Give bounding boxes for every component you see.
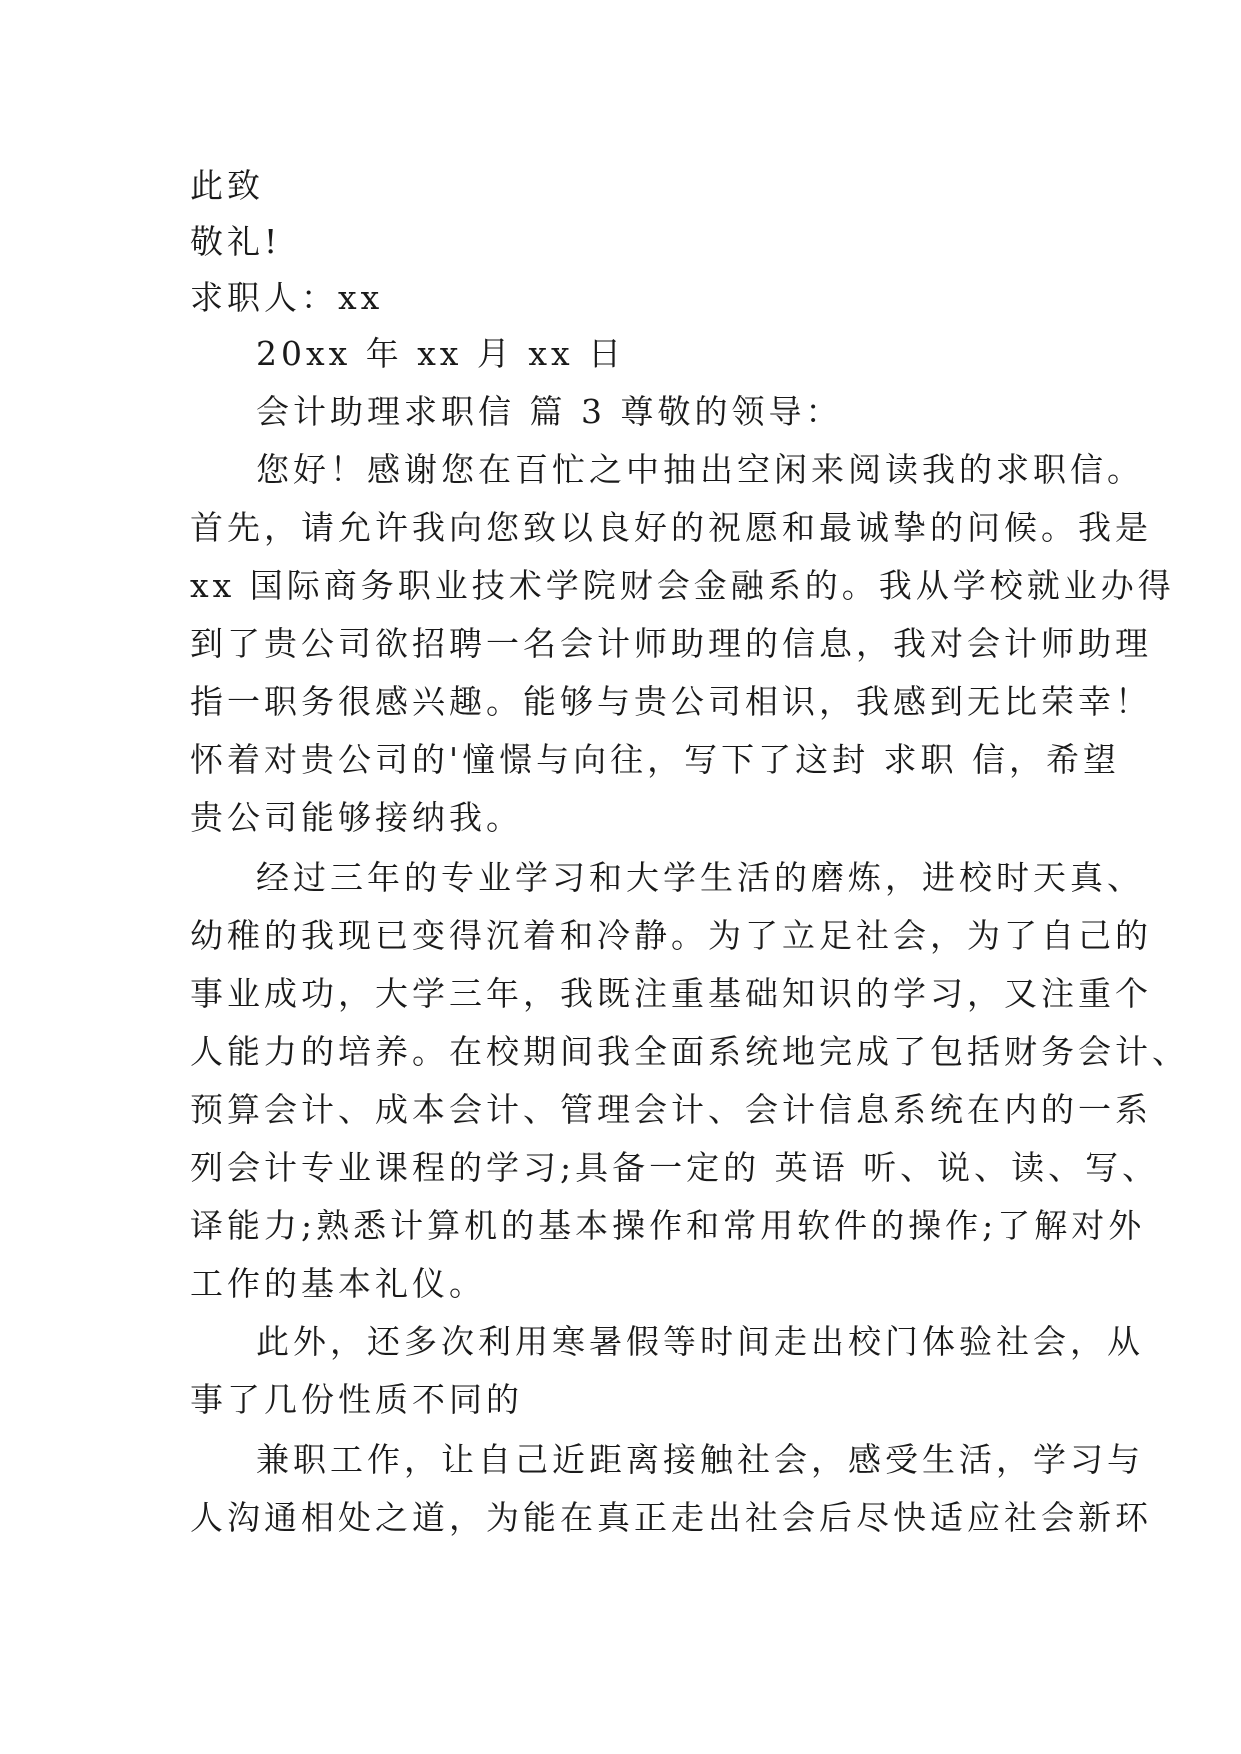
paragraph-line: 人沟通相处之道，为能在真正走出社会后尽快适应社会新环: [190, 1498, 1152, 1537]
paragraph-line: 您好！感谢您在百忙之中抽出空闲来阅读我的求职信。: [256, 450, 1144, 489]
paragraph-line: 事业成功，大学三年，我既注重基础知识的学习，又注重个: [190, 974, 1152, 1013]
closing-line: 此致: [190, 166, 264, 205]
paragraph-line: 工作的基本礼仪。: [190, 1264, 486, 1303]
paragraph-line: 此外，还多次利用寒暑假等时间走出校门体验社会，从: [256, 1322, 1144, 1361]
paragraph-line: 兼职工作，让自己近距离接触社会，感受生活，学习与: [256, 1440, 1144, 1479]
paragraph-line: 译能力;熟悉计算机的基本操作和常用软件的操作;了解对外: [190, 1206, 1146, 1245]
paragraph-line: 指一职务很感兴趣。能够与贵公司相识，我感到无比荣幸！: [190, 682, 1152, 721]
signature-line: 求职人：xx: [190, 278, 384, 317]
letter-heading: 会计助理求职信 篇 3 尊敬的领导：: [256, 392, 843, 431]
paragraph-line: 人能力的培养。在校期间我全面系统地完成了包括财务会计、: [190, 1032, 1189, 1071]
paragraph-line: 首先，请允许我向您致以良好的祝愿和最诚挚的问候。我是: [190, 508, 1152, 547]
paragraph-line: 贵公司能够接纳我。: [190, 798, 523, 837]
paragraph-line: 列会计专业课程的学习;具备一定的 英语 听、说、读、写、: [190, 1148, 1160, 1187]
paragraph-line: 怀着对贵公司的'憧憬与向往，写下了这封 求职 信，希望: [190, 740, 1121, 779]
paragraph-line: xx 国际商务职业技术学院财会金融系的。我从学校就业办得: [190, 566, 1175, 605]
paragraph-line: 预算会计、成本会计、管理会计、会计信息系统在内的一系: [190, 1090, 1152, 1129]
date-line: 20xx 年 xx 月 xx 日: [256, 334, 626, 373]
salute-line: 敬礼!: [190, 222, 282, 261]
paragraph-line: 幼稚的我现已变得沉着和冷静。为了立足社会，为了自己的: [190, 916, 1152, 955]
paragraph-line: 到了贵公司欲招聘一名会计师助理的信息，我对会计师助理: [190, 624, 1152, 663]
paragraph-line: 经过三年的专业学习和大学生活的磨炼，进校时天真、: [256, 858, 1144, 897]
paragraph-line: 事了几份性质不同的: [190, 1380, 523, 1419]
